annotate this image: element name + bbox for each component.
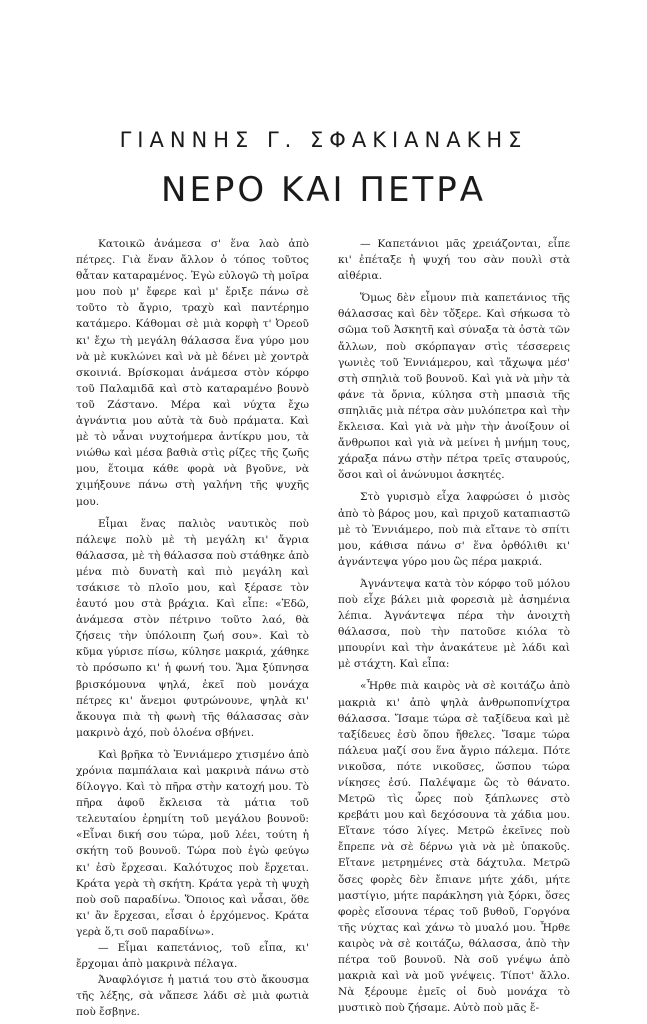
paragraph: «Ἦρθε πιὰ καιρὸς νὰ σὲ κοιτάζω ἀπὸ μακριὰ κι' ἀπὸ ψηλὰ ἀνθρωποπνίχτρα θάλασσα. Ἴσαμε τώρα σὲ ταξίδευα καὶ μὲ ταξίδευες ἐσὺ ὅπου ἤθελες. Ἴσαμε τώρα πάλευα μαζί σου ἕνα ἄγριο πάλεμα. Πότε νικοῦσα, πότε νικοῦσες, ὥσπου τώρα νίκησες ἐσύ. Παλέψαμε ὣς τὸ θάνατο. Μετρῶ τὶς ὧρες ποὺ ξάπλωνες στὸ κρεβάτι μου καὶ δεχόσουνα τὰ χάδια μου. Εἴτανε τόσο λίγες. Μετρῶ ἐκεῖνες ποὺ ἔπρεπε νὰ σὲ δέρνω γιὰ νὰ μὲ ὑπακοῦς. Εἴτανε μετρημένες στὰ δάχτυλα. Μετρῶ ὅσες φορὲς δὲν ἔπιανε μήτε χάδι, μήτε μαστίγιο, μήτε παράκληση γιὰ ξόρκι, ὅσες φορὲς εἴσουνα τέρας τοῦ βυθοῦ, Γοργόνα τῆς νύχτας καὶ χάνω τὸ μυαλό μου. Ἦρθε καιρὸς νὰ σὲ κοιτάζω, θάλασσα, ἀπὸ τὴν πέτρα τοῦ βουνοῦ. Νὰ σοῦ γνέψω ἀπὸ μακριὰ καὶ νὰ μοῦ γνέψεις. Τίποτ' ἄλλο. Νὰ ξέρουμε ἐμεῖς οἱ δυὸ μονάχα τὸ μυστικὸ ποὺ ζήσαμε. Αὐτὸ ποὺ μᾶς ἔ- — [338, 680, 570, 1015]
paragraph: Καὶ βρῆκα τὸ Ἐννιάμερο χτισμένο ἀπὸ χρόνια παμπάλαια καὶ μακρινὰ πάνω στὸ δίλογγο. Καὶ τὸ πῆρα στὴν κατοχή μου. Τὸ πῆρα ἀφοῦ ἔκλεισα τὰ μάτια τοῦ τελευταίου ἐρημίτη τοῦ μεγάλου βουνοῦ: «Εἶναι δική σου τώρα, μοῦ λέει, τούτη ἡ σκήτη τοῦ βουνοῦ. Τώρα ποὺ ἐγὼ φεύγω κι' ἐσὺ ἔρχεσαι. Καλότυχος ποὺ ἔρχεται. Κράτα γερὰ τὴ σκήτη. Κράτα γερὰ τὴ ψυχὴ ποὺ σοῦ παραδίνω. Ὅποιος καὶ νἆσαι, ὅθε κι' ἂν ἔρχεσαι, εἶσαι ὁ ἐρχόμενος. Κράτα γερὰ ὅ,τι σοῦ παραδίνω». — [76, 748, 309, 938]
paragraph: Στὸ γυρισμὸ εἶχα λαφρώσει ὁ μισὸς ἀπὸ τὸ βάρος μου, καὶ πριχοῦ καταπιαστῶ μὲ τὸ Ἐννιάμερο, ποὺ πιὰ εἴτανε τὸ σπίτι μου, κάθισα πάνω σ' ἕνα ὀρθόλιθι κι' ἀγνάντεψα γύρο μου ὣς πέρα μακριά. — [338, 491, 570, 568]
article-title: ΝΕΡΟ ΚΑΙ ΠΕΤΡΑ — [161, 170, 486, 210]
author-name: ΓΙΑΝΝΗΣ Γ. ΣΦΑΚΙΑΝΑΚΗΣ — [119, 128, 528, 152]
right-column — [338, 236, 570, 1016]
paragraph: Ἀναφλόγισε ἡ ματιά του στὸ ἄκουσμα τῆς λέξης, σὰ νἄπεσε λάδι σὲ μιὰ φωτιὰ ποὺ ἔσβηνε. — [76, 974, 309, 1019]
paragraph: — Καπετάνιοι μᾶς χρειάζονται, εἶπε κι' ἐπέταξε ἡ ψυχή του σὰν πουλὶ στὰ αἰθέρια. — [338, 238, 570, 283]
paragraph: — Εἶμαι καπετάνιος, τοῦ εἶπα, κι' ἔρχομαι ἀπὸ μακρινὰ πέλαγα. — [76, 942, 309, 971]
paragraph: Κατοικῶ ἀνάμεσα σ' ἕνα λαὸ ἀπὸ πέτρες. Γιὰ ἕναν ἄλλον ὁ τόπος τοῦτος θἆταν καταραμένος. Ἐγὼ εὐλογῶ τὴ μοῖρα μου ποὺ μ' ἔφερε καὶ μ' ἔριξε πάνω σὲ τοῦτο τὸ ἄγριο, τραχὺ καὶ παντέρημο κατάμερο. Κάθομαι σὲ μιὰ κορφὴ τ' Ὀρεοῦ κι' ἔχω τὴ μεγάλη θάλασσα ἕνα γύρο μου νὰ μὲ κυκλώνει καὶ νὰ μὲ δένει μὲ χοντρὰ σκοινιά. Βρίσκομαι ἀνάμεσα στὸν κόρφο τοῦ Παλαμιδᾶ καὶ στὸ καταραμένο βουνὸ τοῦ Ζάστανο. Μέρα καὶ νύχτα ἔχω ἀγνάντια μου αὐτὰ τὰ δυὸ πράματα. Καὶ μὲ τὸ νἆναι νυχτοήμερα ἀντίκρυ μου, τὰ νιώθω καὶ μέσα βαθιὰ στὶς ρίζες τῆς ζωῆς μου, ἕτοιμα κάθε φορὰ νὰ βγοῦνε, νὰ χιμήξουνε πάνω στὴ γαλήνη τῆς ψυχῆς μου. — [76, 238, 309, 508]
paragraph: Εἶμαι ἕνας παλιὸς ναυτικὸς ποὺ πάλεψε πολὺ μὲ τὴ μεγάλη κι' ἄγρια θάλασσα, μὲ τὴ θάλασσα ποὺ στάθηκε ἀπὸ μένα πιὸ δυνατὴ καὶ πιὸ μεγάλη καὶ τσάκισε τὸ πλοῖο μου, καὶ ξέρασε τὸν ἑαυτό μου στὰ βράχια. Καὶ εἶπε: «Ἐδῶ, ἀνάμεσα στὸν πέτρινο τοῦτο λαό, θὰ ζήσεις τὴν ὑπόλοιπη ζωή σου». Καὶ τὸ κῦμα γύρισε πίσω, κύλησε μακριά, χάθηκε τὸ πρόσωπο κι' ἡ φωνή του. Ἅμα ξύπνησα βρισκόμουνα ψηλά, ἐκεῖ ποὺ μονάχα πέτρες κι' ἄνεμοι φυτρώνουνε, ψηλὰ κι' ἄκουγα πιὰ τὴ φωνὴ τῆς θάλασσας σὰν μακρινὸ ἀχό, ποὺ ὁλοένα σβήνει. — [76, 517, 309, 739]
paragraph: Ὅμως δὲν εἶμουν πιὰ καπετάνιος τῆς θάλασσας καὶ δὲν τὄξερε. Καὶ σήκωσα τὸ σῶμα τοῦ Ἀσκητῆ καὶ σύναξα τὰ ὀστὰ τῶν ἄλλων, ποὺ σκόρπαγαν στὶς τέσσερεις γωνιὲς τοῦ Ἐννιάμερου, καὶ τἄχωψα μέσ' στὴ σπηλιὰ τοῦ βουνοῦ. Καὶ γιὰ νὰ μὴν τὰ φάνε τὰ ὄρνια, κύλησα στὴ μπασιὰ τῆς σπηλιᾶς μιὰ πέτρα σὰν μυλόπετρα καὶ τὴν ἔκλεισα. Καὶ γιὰ νὰ μὴν τὴν ἀνοίξουν οἱ ἄνθρωποι καὶ γιὰ νὰ μείνει ἡ μνήμη τους, χάραξα πάνω στὴν πέτρα τρεῖς σταυρούς, ὅσοι καὶ οἱ ἀνώνυμοι ἀσκητές. — [338, 292, 570, 482]
left-column — [76, 236, 309, 1021]
paragraph: Ἀγνάντεψα κατὰ τὸν κόρφο τοῦ μόλου ποὺ εἶχε βάλει μιὰ φορεσιὰ μὲ ἀσημένια λέπια. Ἀγνάντεψα πέρα τὴν ἀνοιχτὴ θάλασσα, ποὺ τὴν πατοῦσε κιόλα τὸ μπουρίνι καὶ τὴν ἀνακάτευε μὲ λάδι καὶ μὲ στάχτη. Καὶ εἶπα: — [338, 577, 570, 671]
